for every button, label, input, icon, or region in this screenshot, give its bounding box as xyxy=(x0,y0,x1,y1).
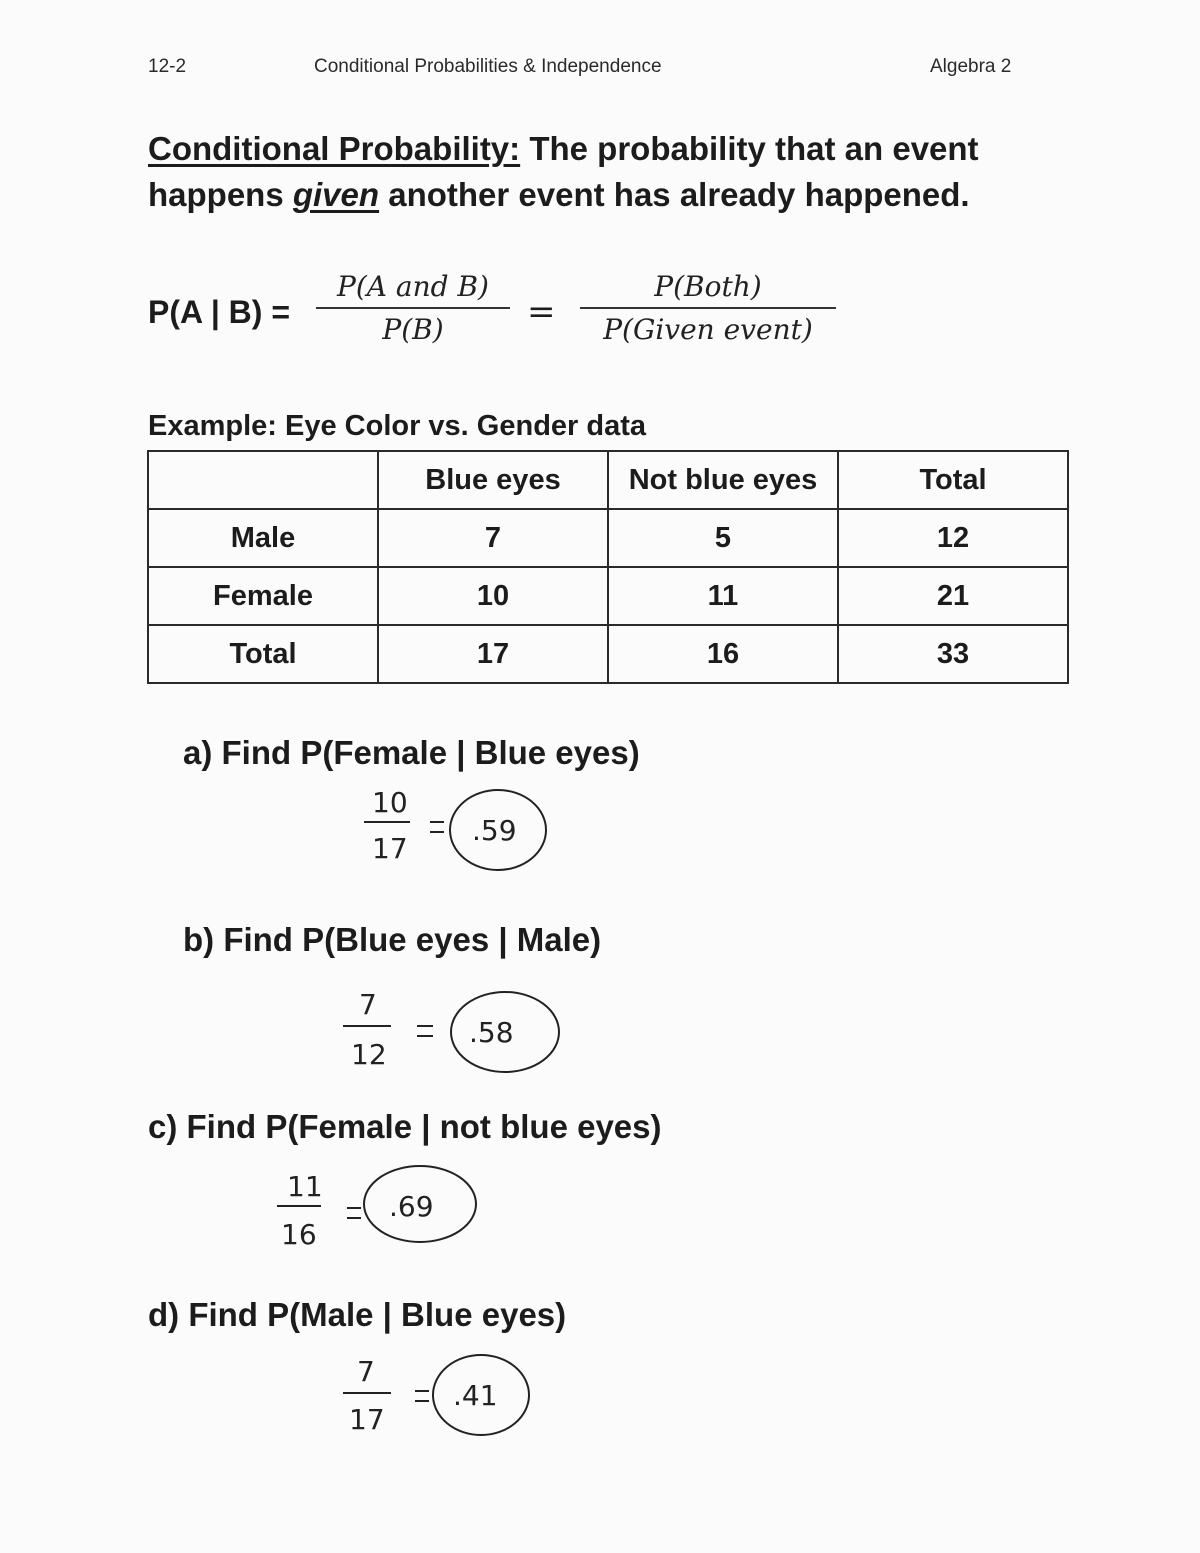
formula-equals: = xyxy=(527,292,556,332)
table-header-cell: Total xyxy=(838,451,1068,509)
work-c-numerator: 11 xyxy=(287,1170,323,1203)
header-lesson-title: Conditional Probabilities & Independence xyxy=(314,56,662,77)
handwritten-work-b xyxy=(335,980,575,1080)
definition-given-word: given xyxy=(292,176,380,213)
formula-fraction-1 xyxy=(316,270,510,346)
table-cell: 16 xyxy=(608,625,838,683)
definition-text-1: The probability that an event happens xyxy=(148,130,979,213)
question-b: b) Find P(Blue eyes | Male) xyxy=(183,921,602,958)
formula-fraction-2 xyxy=(580,270,836,346)
formula-fraction-2-numerator: P(Both) xyxy=(580,270,836,309)
definition-term: Conditional Probability: xyxy=(148,130,521,167)
formula-fraction-2-denominator: P(Given event) xyxy=(603,313,813,346)
table-row xyxy=(148,567,1068,625)
table-header-row xyxy=(148,451,1068,509)
table-cell: 5 xyxy=(608,509,838,567)
table-row xyxy=(148,509,1068,567)
table-cell: 21 xyxy=(838,567,1068,625)
work-c-denominator: 16 xyxy=(281,1218,317,1251)
work-b-numerator: 7 xyxy=(359,988,377,1021)
formula-fraction-1-numerator: P(A and B) xyxy=(316,270,510,309)
table-row-label: Male xyxy=(148,509,378,567)
work-d-numerator: 7 xyxy=(357,1355,375,1388)
work-b-denominator: 12 xyxy=(351,1038,387,1071)
work-a-numerator: 10 xyxy=(372,786,408,819)
table-header-cell: Not blue eyes xyxy=(608,451,838,509)
question-a: a) Find P(Female | Blue eyes) xyxy=(183,734,640,771)
formula-lhs: P(A | B) = xyxy=(148,294,290,330)
table-row-label: Total xyxy=(148,625,378,683)
work-c-answer: .69 xyxy=(389,1190,434,1223)
example-title: Example: Eye Color vs. Gender data xyxy=(148,410,647,442)
table-cell: 7 xyxy=(378,509,608,567)
work-a-denominator: 17 xyxy=(372,832,408,865)
work-a-answer: .59 xyxy=(472,814,517,847)
table-cell: 11 xyxy=(608,567,838,625)
header-course: Algebra 2 xyxy=(930,56,1012,77)
table-cell: 33 xyxy=(838,625,1068,683)
work-d-answer: .41 xyxy=(453,1379,498,1412)
table-cell: 10 xyxy=(378,567,608,625)
table-header-cell xyxy=(148,451,378,509)
handwritten-work-a xyxy=(350,780,570,880)
formula-fraction-1-denominator: P(B) xyxy=(382,313,444,346)
two-way-table xyxy=(147,450,1069,684)
table-row-label: Female xyxy=(148,567,378,625)
definition xyxy=(148,126,1088,218)
work-b-answer: .58 xyxy=(469,1016,514,1049)
table-header-cell: Blue eyes xyxy=(378,451,608,509)
table-cell: 12 xyxy=(838,509,1068,567)
header-lesson-number: 12-2 xyxy=(148,56,187,77)
table-cell: 17 xyxy=(378,625,608,683)
handwritten-work-d xyxy=(335,1345,555,1445)
definition-text-2: another event has already happened. xyxy=(379,176,970,213)
work-d-denominator: 17 xyxy=(349,1403,385,1436)
question-d: d) Find P(Male | Blue eyes) xyxy=(148,1296,567,1333)
handwritten-work-c xyxy=(265,1160,505,1260)
table-row xyxy=(148,625,1068,683)
question-c: c) Find P(Female | not blue eyes) xyxy=(148,1108,662,1145)
